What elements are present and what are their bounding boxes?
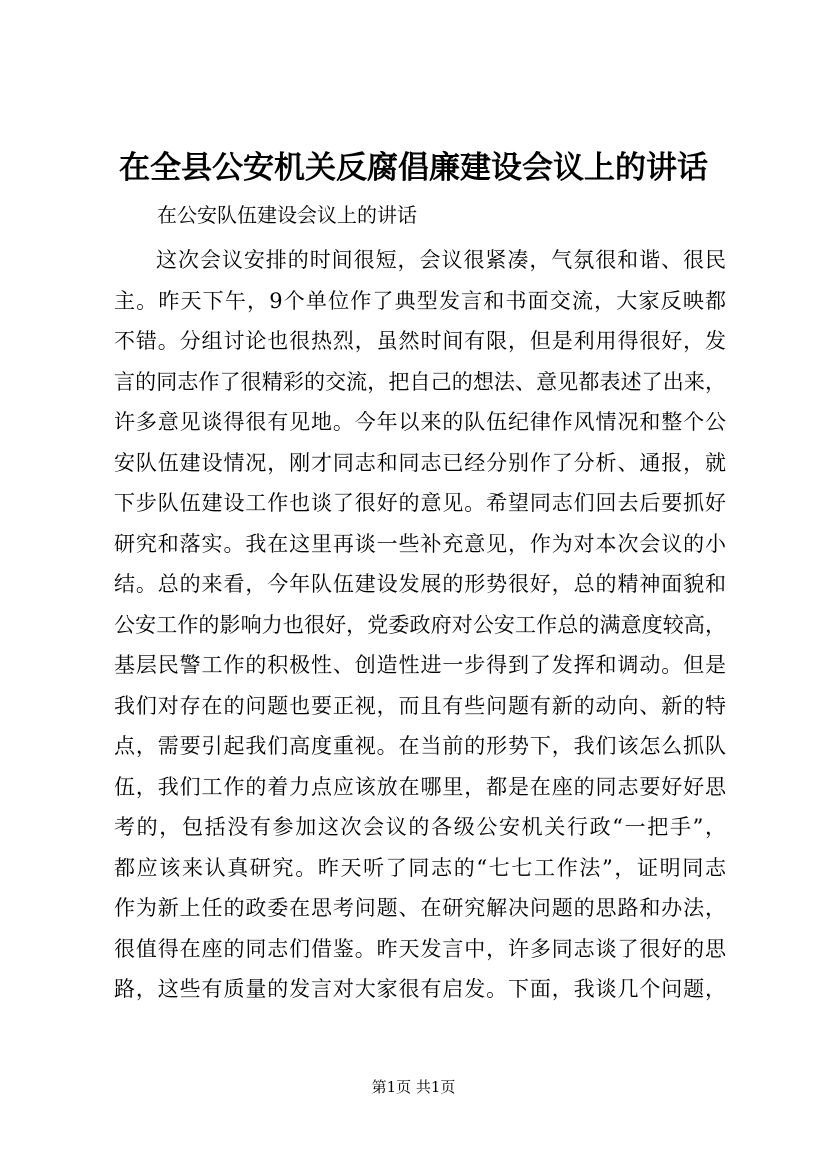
body-line: 很值得在座的同志们借鉴。昨天发言中，许多同志谈了很好的思 <box>114 936 726 961</box>
body-line: 主。昨天下午，9个单位作了典型发言和书面交流，大家反映都 <box>114 288 726 313</box>
body-line: 这次会议安排的时间很短，会议很紧凑，气氛很和谐、很民 <box>156 248 726 272</box>
body-line: 下步队伍建设工作也谈了很好的意见。希望同志们回去后要抓好 <box>114 491 726 515</box>
body-line: 作为新上任的政委在思考问题、在研究解决问题的思路和办法， <box>114 896 726 920</box>
page-number-footer: 第1页 共1页 <box>371 1078 456 1096</box>
document-subtitle: 在公安队伍建设会议上的讲话 <box>157 203 417 227</box>
document-title: 在全县公安机关反腐倡廉建设会议上的讲话 <box>119 150 708 186</box>
body-line: 伍，我们工作的着力点应该放在哪里，都是在座的同志要好好思 <box>114 774 726 799</box>
body-line: 许多意见谈得很有见地。今年以来的队伍纪律作风情况和整个公 <box>114 410 726 434</box>
body-line: 不错。分组讨论也很热烈，虽然时间有限，但是利用得很好，发 <box>114 329 726 353</box>
body-line: 我们对存在的问题也要正视，而且有些问题有新的动向、新的特 <box>114 693 726 718</box>
body-text <box>114 240 726 1010</box>
body-line: 公安工作的影响力也很好，党委政府对公安工作总的满意度较高， <box>114 612 726 637</box>
body-line: 路，这些有质量的发言对大家很有启发。下面，我谈几个问题， <box>114 977 726 1001</box>
body-line: 基层民警工作的积极性、创造性进一步得到了发挥和调动。但是 <box>114 653 726 677</box>
body-line: 都应该来认真研究。昨天听了同志的“七七工作法”，证明同志 <box>114 855 726 880</box>
body-line: 结。总的来看，今年队伍建设发展的形势很好，总的精神面貌和 <box>114 572 726 596</box>
body-line: 安队伍建设情况，刚才同志和同志已经分别作了分析、通报，就 <box>114 450 726 475</box>
body-line: 考的，包括没有参加这次会议的各级公安机关行政“一把手”， <box>114 815 726 839</box>
body-line: 言的同志作了很精彩的交流，把自己的想法、意见都表述了出来， <box>114 369 726 394</box>
body-line: 点，需要引起我们高度重视。在当前的形势下，我们该怎么抓队 <box>114 734 726 758</box>
body-line: 研究和落实。我在这里再谈一些补充意见，作为对本次会议的小 <box>114 531 726 556</box>
